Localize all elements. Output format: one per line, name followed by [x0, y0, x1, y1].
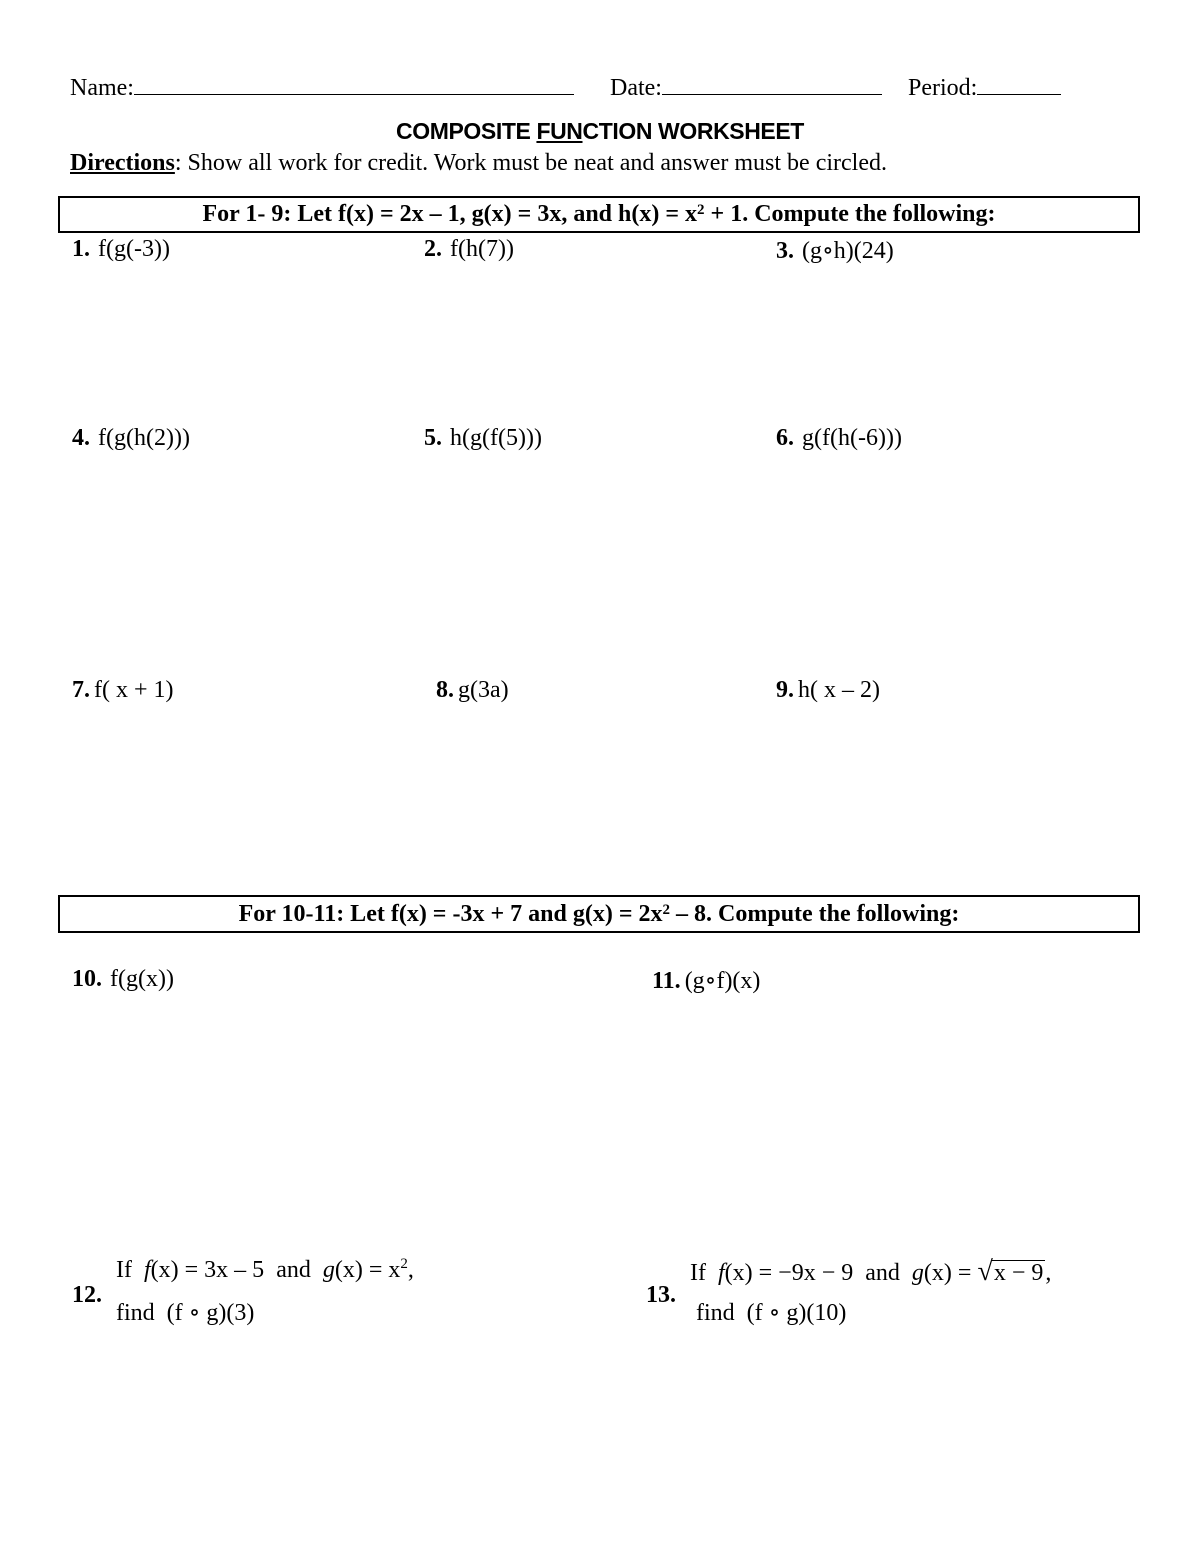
section2-instructions-box: For 10-11: Let f(x) = -3x + 7 and $g(x) = 2x^2 - 8$. Compute the following: — [58, 895, 1140, 933]
problem-7: 7. f( x + 1) — [72, 677, 174, 703]
problem-10: 10. f(g(x)) — [72, 966, 174, 992]
period-label: Period: — [908, 75, 978, 101]
problem-12-given: If f(x) = 3x – 5 and $g(x) = x^2$, — [116, 1256, 414, 1283]
directions-text: : Show all work for credit. Work must be neat and answer must be circled. — [174, 150, 887, 176]
date-blank[interactable] — [662, 72, 882, 95]
problem-13-given: If f(x) = −9x − 9 and g(x) = √x − 9, — [690, 1256, 1052, 1287]
problem-4: 4. f(g(h(2))) — [72, 425, 190, 451]
directions — [70, 150, 887, 177]
problem-12-find: find (f ∘ g)(3) — [116, 1300, 255, 1326]
problem-5: 5. h(g(f(5))) — [424, 425, 542, 451]
problem-6: 6. g(f(h(-6))) — [776, 425, 902, 451]
radicand: x − 9 — [993, 1260, 1044, 1286]
directions-label: Directions — [70, 150, 175, 176]
name-label: Name: — [70, 75, 134, 101]
problem-2: 2. f(h(7)) — [424, 236, 514, 262]
name-blank[interactable] — [134, 72, 574, 95]
problem-12-number: 12. — [72, 1282, 102, 1308]
date-label: Date: — [610, 75, 662, 101]
section1-instructions-box: For 1- 9: Let f(x) = 2x – 1, g(x) = 3x, and $h(x) = x^2 + 1$. Compute the following: — [58, 196, 1140, 233]
period-field[interactable] — [908, 72, 1061, 102]
period-blank[interactable] — [977, 72, 1061, 95]
name-field[interactable] — [70, 72, 574, 102]
problem-8: 8. g(3a) — [436, 677, 509, 703]
worksheet-title: COMPOSITE FUNCTION WORKSHEET — [396, 118, 804, 144]
problem-13-number: 13. — [646, 1282, 676, 1308]
date-field[interactable] — [610, 72, 882, 102]
problem-1: 1. f(g(-3)) — [72, 236, 170, 262]
problem-9: 9. h( x – 2) — [776, 677, 880, 703]
radical-sign: √ — [977, 1256, 993, 1287]
problem-3: 3. (g∘h)(24) — [776, 238, 894, 264]
problem-13-find: find (f ∘ g)(10) — [696, 1300, 847, 1326]
problem-11: 11. (g∘f)(x) — [652, 968, 761, 994]
